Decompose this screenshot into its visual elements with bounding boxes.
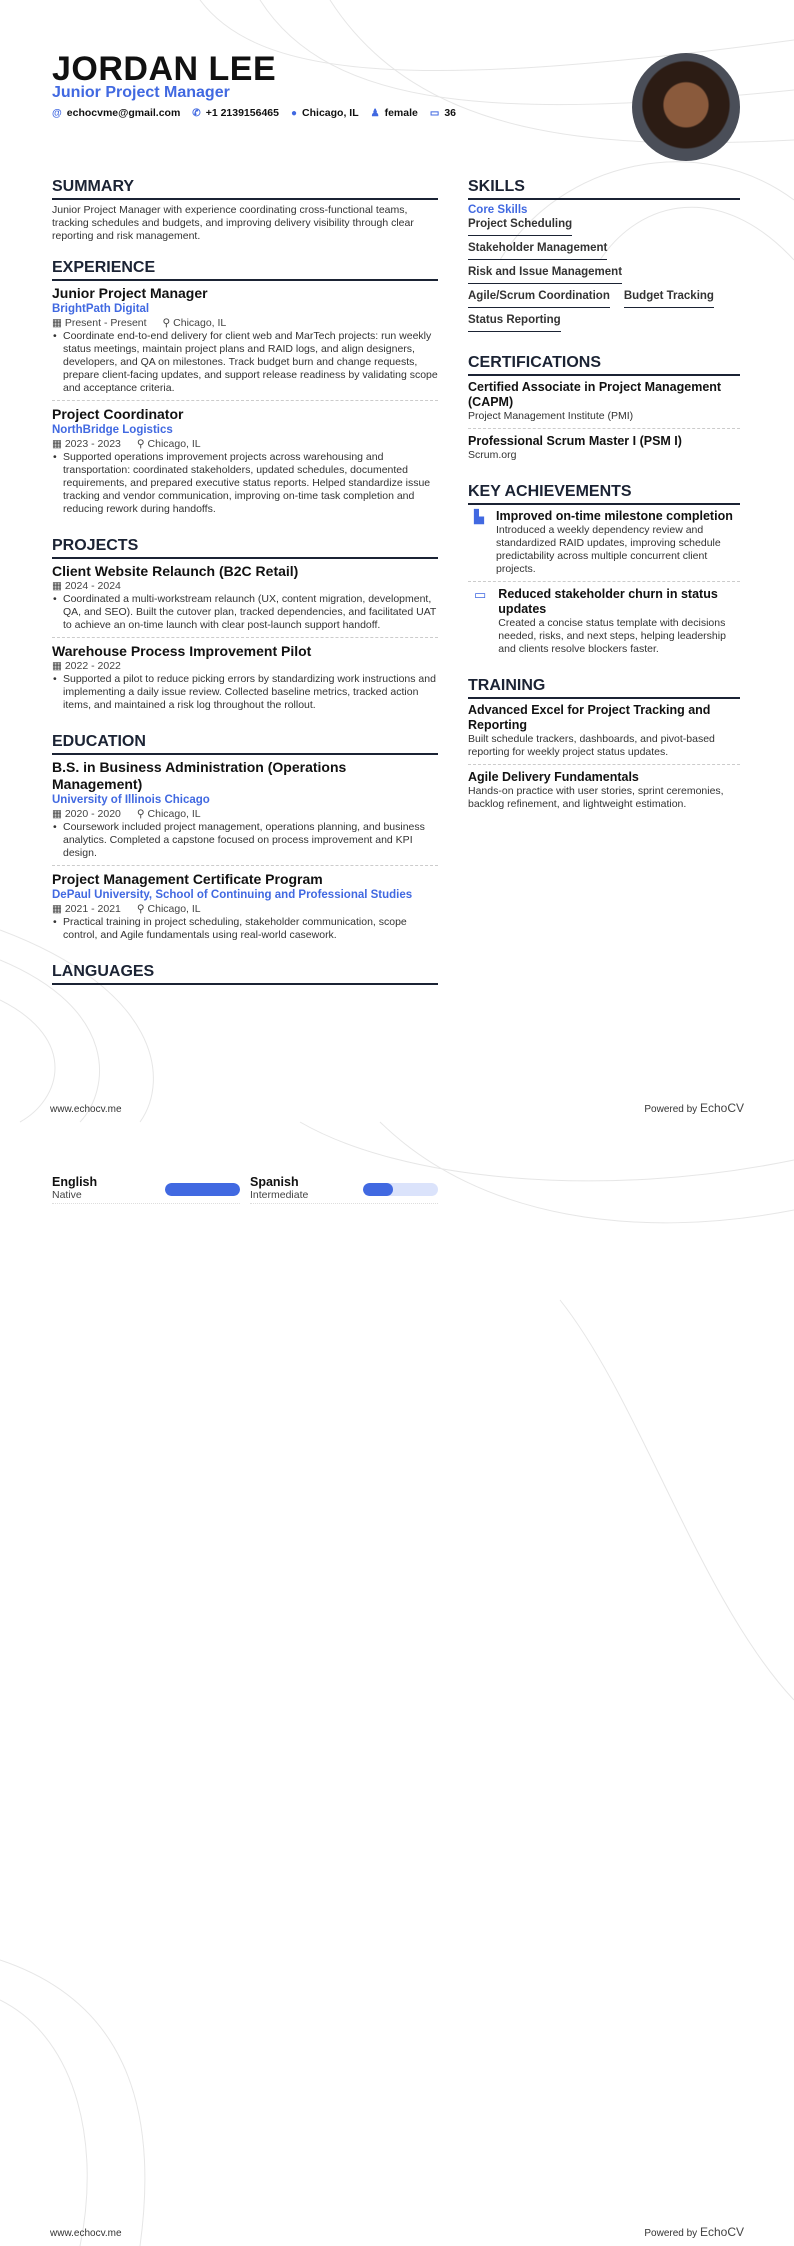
- project-item: [52, 563, 438, 638]
- meta: [52, 808, 438, 821]
- contact-gender: [371, 107, 418, 119]
- section-heading: TRAINING: [468, 677, 740, 699]
- achievement-text: Created a concise status template with decisions needed, risks, and next steps, helping leadership and clients resolve blockers faster.: [498, 617, 726, 655]
- location-icon: ⚲: [162, 317, 174, 329]
- language-item: [52, 1175, 240, 1204]
- right-column: [468, 178, 740, 832]
- skill-tag: Project Scheduling: [468, 218, 572, 236]
- location: [163, 317, 227, 330]
- languages-section: [52, 963, 438, 985]
- contact-location: [291, 107, 359, 119]
- section-heading: SUMMARY: [52, 178, 438, 200]
- section-heading: CERTIFICATIONS: [468, 354, 740, 376]
- section-heading: PROJECTS: [52, 537, 438, 559]
- brand-logo: EchoCV: [699, 2225, 744, 2239]
- powered-text: Powered by: [644, 1104, 698, 1115]
- bullet: • Coordinate end-to-end delivery for client web and MarTech projects: run weekly status meetings, maintain project plans and RAID logs, and align designers, developers, and QA on milestones. Track budget burn and change requests, prepare client-facing updates, and support release readiness by validating scope and acceptance criteria.: [52, 330, 438, 395]
- dates-text: 2022 - 2022: [64, 660, 121, 672]
- language-item: [250, 1175, 438, 1204]
- dates: [52, 438, 121, 451]
- location: [137, 438, 201, 451]
- skills-list: [468, 218, 740, 332]
- left-column: [52, 178, 438, 1001]
- training-text: Hands-on practice with user stories, sprint ceremonies, backlog refinement, and lightweight estimation.: [468, 785, 724, 810]
- phone-icon: ✆: [192, 108, 201, 119]
- dates-text: 2021 - 2021: [64, 903, 121, 915]
- proficiency-fill: [363, 1183, 393, 1196]
- projects-section: [52, 537, 438, 717]
- bullet: • Coordinated a multi-workstream relaunch (UX, content migration, development, QA, and SEO). Built the cutover plan, tracked dependencies, and facilitated UAT to achieve an on-time launch with clear post-launch support handoff.: [52, 593, 438, 632]
- training-item: [468, 703, 740, 765]
- phone-text: +1 2139156465: [205, 107, 279, 119]
- location-text: Chicago, IL: [147, 438, 201, 450]
- dates: [52, 580, 121, 593]
- training-text: Built schedule trackers, dashboards, and pivot-based reporting for weekly project status updates.: [468, 733, 715, 758]
- training-item: [468, 770, 740, 816]
- education-item: [52, 759, 438, 866]
- certification-item: [468, 434, 740, 467]
- location-text: Chicago, IL: [147, 808, 201, 820]
- project-title: Client Website Relaunch (B2C Retail): [52, 563, 299, 579]
- training-title: Advanced Excel for Project Tracking and Reporting: [468, 703, 711, 732]
- language-level: Intermediate: [250, 1189, 309, 1201]
- experience-item: [52, 285, 438, 401]
- degree: Project Management Certificate Program: [52, 871, 323, 887]
- certifications-section: [468, 354, 740, 467]
- location-text: Chicago, IL: [147, 903, 201, 915]
- calendar-icon: ▦: [52, 438, 65, 450]
- dates-text: Present - Present: [64, 317, 147, 329]
- company: BrightPath Digital: [52, 303, 150, 315]
- job-title: Junior Project Manager: [52, 285, 208, 301]
- languages-list: [52, 1175, 438, 1204]
- meta: [52, 903, 438, 916]
- achievement-text: Introduced a weekly dependency review and standardized RAID updates, improving schedule predictability across multiple concurrent client projects.: [496, 524, 721, 575]
- location-icon: ●: [290, 108, 298, 119]
- school: University of Illinois Chicago: [52, 794, 210, 806]
- achievement-title: Improved on-time milestone completion: [496, 509, 733, 523]
- skill-tag: Stakeholder Management: [468, 242, 607, 260]
- proficiency-bar: [165, 1183, 240, 1196]
- skill-tag: Budget Tracking: [624, 290, 714, 308]
- bullet: • Coursework included project management, operations planning, and business analytics. Completed a capstone focused on process improvement and KPI design.: [52, 821, 438, 860]
- section-heading: EXPERIENCE: [52, 259, 438, 281]
- candidate-name: JORDAN LEE: [52, 50, 277, 88]
- dates: [52, 808, 121, 821]
- footer-site-link[interactable]: www.echocv.me: [50, 1104, 122, 1115]
- contact-bar: [52, 107, 456, 119]
- calendar-icon: ▦: [52, 317, 65, 329]
- skill-tag: Status Reporting: [468, 314, 561, 332]
- calendar-icon: ▦: [52, 903, 65, 915]
- achievement-item: [468, 587, 740, 661]
- language-name: Spanish: [250, 1175, 299, 1189]
- experience-section: [52, 259, 438, 521]
- dates-text: 2024 - 2024: [64, 580, 121, 592]
- meta: [52, 317, 438, 330]
- proficiency-fill: [165, 1183, 240, 1196]
- location-text: Chicago, IL: [302, 107, 359, 119]
- summary-section: [52, 178, 438, 243]
- email-text: echocvme@gmail.com: [66, 107, 181, 119]
- job-title: Project Coordinator: [52, 406, 184, 422]
- school: DePaul University, School of Continuing and Professional Studies: [52, 889, 413, 901]
- contact-email[interactable]: [52, 107, 180, 119]
- cert-title: Certified Associate in Project Management (CAPM): [468, 380, 722, 409]
- bullet: • Practical training in project scheduling, stakeholder communication, scope control, and Agile fundamentals using real-world casework.: [52, 916, 438, 942]
- experience-item: [52, 406, 438, 521]
- contact-age: [430, 107, 456, 119]
- meta: [52, 660, 438, 673]
- education-item: [52, 871, 438, 947]
- achievement-item: [468, 509, 740, 582]
- skills-section: [468, 178, 740, 332]
- training-section: [468, 677, 740, 816]
- skill-tag: Risk and Issue Management: [468, 266, 622, 284]
- language-name: English: [52, 1175, 98, 1189]
- dates: [52, 903, 121, 916]
- cert-issuer: Scrum.org: [468, 449, 517, 461]
- dates: [52, 660, 121, 673]
- location-icon: ⚲: [136, 903, 148, 915]
- location-icon: ⚲: [136, 438, 148, 450]
- battery-icon: ▭: [474, 587, 487, 602]
- age-text: 36: [444, 107, 457, 119]
- section-heading: LANGUAGES: [52, 963, 438, 985]
- summary-text: Junior Project Manager with experience coordinating cross-functional teams, tracking schedules and budgets, and improving delivery visibility through clear reporting and risk management.: [52, 204, 414, 242]
- dates-text: 2020 - 2020: [64, 808, 121, 820]
- cert-title: Professional Scrum Master I (PSM I): [468, 434, 682, 448]
- certification-item: [468, 380, 740, 429]
- document-search-icon: ▙: [474, 509, 484, 524]
- degree: B.S. in Business Administration (Operations Management): [52, 759, 347, 792]
- cert-issuer: Project Management Institute (PMI): [468, 410, 634, 422]
- person-icon: ♟: [370, 108, 380, 119]
- meta: [52, 580, 438, 593]
- dates-text: 2023 - 2023: [64, 438, 121, 450]
- proficiency-bar: [363, 1183, 438, 1196]
- calendar-icon: ▦: [52, 660, 65, 672]
- powered-text: Powered by: [644, 2228, 698, 2239]
- language-level: Native: [52, 1189, 82, 1201]
- project-title: Warehouse Process Improvement Pilot: [52, 643, 312, 659]
- achievements-section: [468, 483, 740, 661]
- calendar-icon: ▭: [429, 108, 440, 119]
- achievement-title: Reduced stakeholder churn in status updates: [498, 587, 718, 616]
- project-item: [52, 643, 438, 717]
- skill-group-title: Core Skills: [468, 204, 528, 216]
- bullet: • Supported a pilot to reduce picking errors by standardizing work instructions and implementing a daily issue review. Collected baseline metrics, tracked action items, and maintained a risk log throughout the rollout.: [52, 673, 438, 712]
- candidate-title: Junior Project Manager: [52, 84, 230, 101]
- gender-text: female: [384, 107, 418, 119]
- footer-powered: [644, 1101, 744, 1115]
- at-icon: @: [52, 108, 62, 119]
- calendar-icon: ▦: [52, 580, 65, 592]
- location: [137, 808, 201, 821]
- calendar-icon: ▦: [52, 808, 65, 820]
- profile-photo: [632, 53, 740, 161]
- location-icon: ⚲: [136, 808, 148, 820]
- location-text: Chicago, IL: [173, 317, 227, 329]
- section-heading: KEY ACHIEVEMENTS: [468, 483, 740, 505]
- location: [137, 903, 201, 916]
- skill-tag: Agile/Scrum Coordination: [468, 290, 610, 308]
- bullet: • Supported operations improvement projects across warehousing and transportation: coordinated stakeholders, updated schedules, documented requirements, and prepared executive status reports. Helped standardize issue tracking and vendor communication, improving on-time task completion and reducing rework during handoffs.: [52, 451, 438, 516]
- dates: [52, 317, 147, 330]
- section-heading: SKILLS: [468, 178, 740, 200]
- footer-powered: [644, 2225, 744, 2239]
- section-heading: EDUCATION: [52, 733, 438, 755]
- training-title: Agile Delivery Fundamentals: [468, 770, 639, 784]
- contact-phone[interactable]: [192, 107, 279, 119]
- footer-site-link[interactable]: www.echocv.me: [50, 2228, 122, 2239]
- meta: [52, 438, 438, 451]
- company: NorthBridge Logistics: [52, 424, 173, 436]
- brand-logo: EchoCV: [699, 1101, 744, 1115]
- education-section: [52, 733, 438, 947]
